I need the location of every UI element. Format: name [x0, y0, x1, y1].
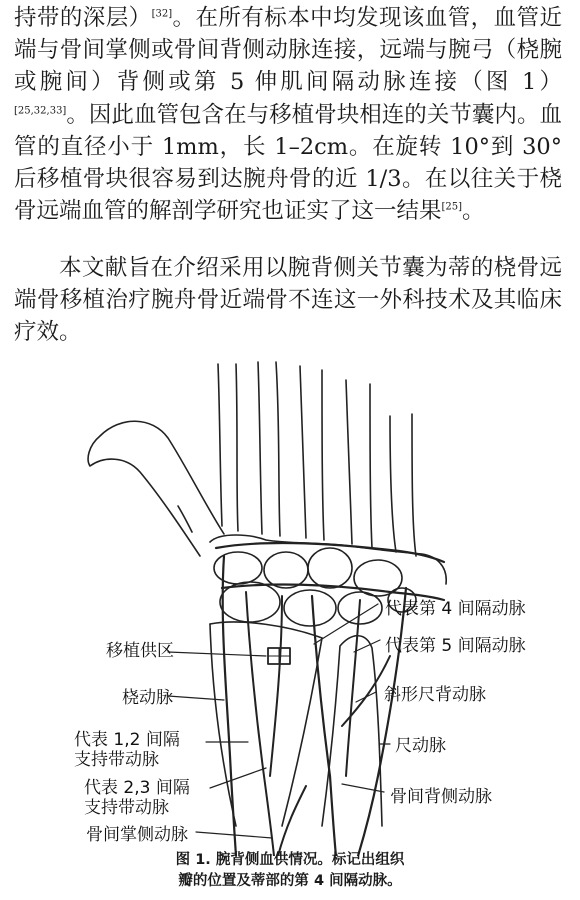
- label-compartment-5-artery: 代表第 5 间隔动脉: [385, 636, 526, 656]
- radial-artery-path: [223, 556, 236, 856]
- body-paragraph-2: 本文献旨在介绍采用以腕背侧关节囊为蒂的桡骨远端骨移植治疗腕舟骨近端骨不连这一外科技术及其临床疗效。: [14, 255, 562, 346]
- leader-compartment-23: [210, 768, 266, 788]
- compartment-23-artery-path: [270, 596, 282, 776]
- citation-ref: [25]: [441, 201, 463, 213]
- compartment-5-artery-path: [346, 600, 360, 776]
- paragraph-text: 。: [462, 198, 485, 225]
- label-ulnar-artery: 尺动脉: [395, 736, 446, 756]
- dorsal-radiocarpal-arch: [222, 585, 444, 600]
- label-compartment-12-artery: 代表 1,2 间隔 支持带动脉: [74, 730, 180, 770]
- metacarpal-5-outline: [390, 414, 416, 556]
- label-radial-artery: 桡动脉: [122, 688, 173, 708]
- metacarpal-4-outline: [346, 380, 372, 548]
- paragraph-text: 。在所有标本中均发现该血管，血管近端与骨间掌侧或骨间背侧动脉连接，远端与腕弓（桡腕或腕间）背侧或第 5 伸肌间隔动脉连接（图 1）: [14, 5, 562, 96]
- label-posterior-interosseous-artery: 骨间背侧动脉: [390, 787, 492, 807]
- citation-ref: [32]: [151, 8, 173, 20]
- oblique-dorsal-ulnar-artery-path: [342, 656, 390, 726]
- figure-caption-line-1: 图 1. 腕背侧血供情况。标记出组织: [175, 852, 405, 868]
- paragraph-text: 。因此血管包含在与移植骨块相连的关节囊内。血管的直径小于 1mm，长 1–2cm。在旋转 10°到 30°后移植骨块很容易到达腕舟骨的近 1/3。在以往关于桡骨远端血管的解剖学研究也证实了这一结果: [14, 101, 562, 225]
- leader-oblique-ulnar: [356, 692, 376, 702]
- thumb-crease: [178, 506, 192, 532]
- metacarpal-2-outline: [258, 362, 280, 536]
- citation-ref: [25,32,33]: [14, 105, 67, 117]
- metacarpal-1-outline: [218, 364, 238, 531]
- trapezium-bone: [214, 552, 262, 584]
- body-paragraph-1: [14, 2, 562, 227]
- figure-caption-line-2: 瓣的位置及蒂部的第 4 间隔动脉。: [178, 873, 402, 889]
- metacarpal-3-outline: [300, 366, 324, 540]
- leader-compartment-5: [354, 640, 380, 652]
- dorsal-intercarpal-arch: [216, 543, 444, 562]
- carpal-distal-row: [210, 535, 446, 584]
- leader-posterior-interosseous: [342, 784, 384, 792]
- label-compartment-4-artery: 代表第 4 间隔动脉: [385, 599, 526, 619]
- lunate-bone: [284, 590, 336, 626]
- capitate-bone: [308, 548, 352, 588]
- label-compartment-23-artery: 代表 2,3 间隔 支持带动脉: [84, 778, 190, 818]
- compartment-4-artery-path: [312, 596, 336, 856]
- radius-distal-surface: [210, 622, 322, 638]
- thumb-outline: [88, 421, 224, 556]
- label-anterior-interosseous-artery: 骨间掌侧动脉: [86, 825, 188, 845]
- paragraph-text: 持带的深层）: [14, 5, 152, 31]
- label-oblique-dorsal-ulnar-artery: 斜形尺背动脉: [384, 685, 486, 705]
- anterior-interosseous-artery-path: [278, 786, 306, 856]
- label-graft-donor: 移植供区: [106, 641, 174, 661]
- trapezoid-bone: [264, 552, 308, 588]
- compartment-12-artery-path: [246, 592, 274, 856]
